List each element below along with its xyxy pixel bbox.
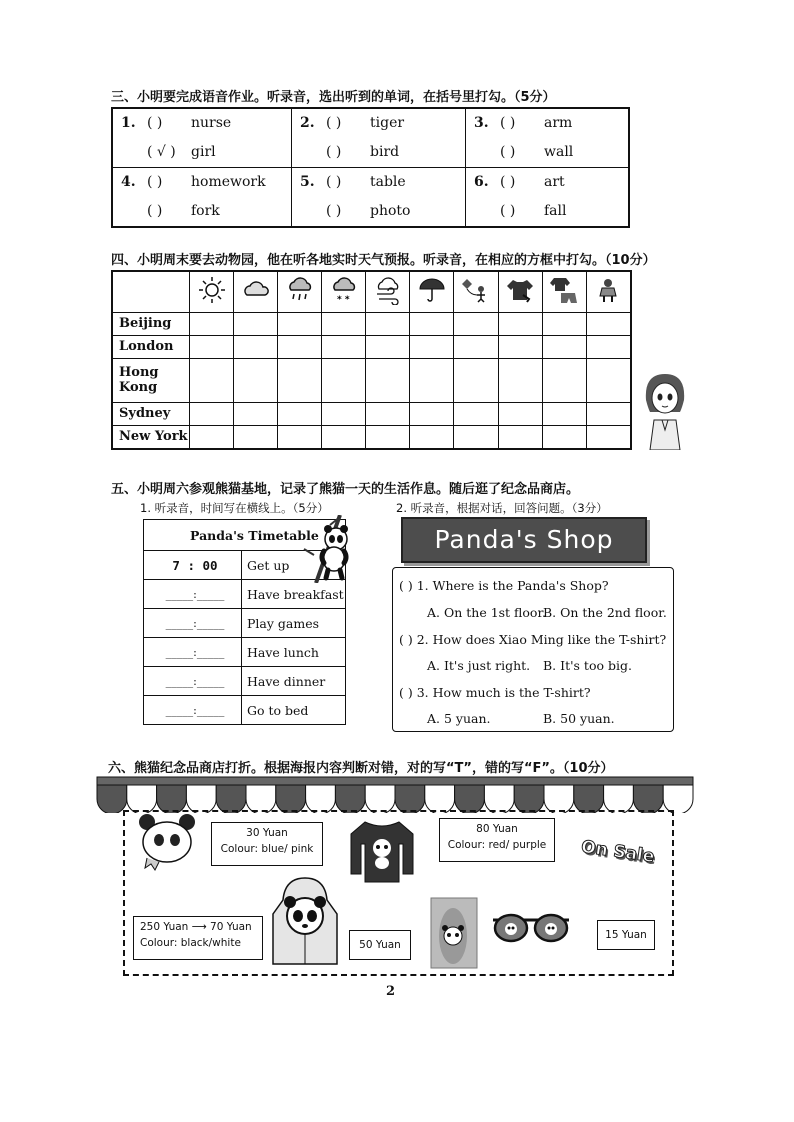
- answer-cell[interactable]: [190, 403, 234, 426]
- city-label: Beijing: [112, 313, 190, 336]
- windy-icon: [373, 275, 403, 305]
- answer-cell[interactable]: [366, 335, 410, 358]
- answer-cell[interactable]: [410, 403, 454, 426]
- snowy-icon: [329, 275, 359, 305]
- kite-icon: [461, 275, 491, 305]
- weather-head-cell: [366, 271, 410, 313]
- section5-sub1: 1. 听录音，时间写在横线上。（5分）: [140, 501, 329, 515]
- awning-stripe: [633, 785, 663, 813]
- question-3: ( ) 3. How much is the T-shirt?: [399, 685, 591, 700]
- answer-paren[interactable]: ( ): [326, 144, 342, 160]
- answer-cell[interactable]: [366, 425, 410, 449]
- slippers-price-tag: [349, 930, 411, 960]
- glasses-price: 15 Yuan: [605, 929, 647, 941]
- awning-stripe: [514, 785, 544, 813]
- weather-head-cell: [586, 271, 631, 313]
- time-input[interactable]: _____:_____: [144, 580, 242, 609]
- coat-icon: [505, 275, 535, 305]
- answer-paren[interactable]: ( ): [326, 174, 342, 190]
- answer-paren[interactable]: ( ): [147, 174, 163, 190]
- answer-cell[interactable]: [234, 358, 278, 402]
- phonics-cell-5: 5. ( ) table ( ) photo: [292, 168, 466, 228]
- panda-glasses-icon: [491, 910, 571, 946]
- answer-cell[interactable]: [498, 335, 542, 358]
- answer-cell[interactable]: [586, 403, 631, 426]
- shop-awning: [95, 775, 695, 813]
- awning-stripe: [335, 785, 365, 813]
- phonics-cell-6: 6. ( ) art ( ) fall: [466, 168, 630, 228]
- phonics-cell-3: 3. ( ) arm ( ) wall: [466, 108, 630, 168]
- answer-cell[interactable]: [586, 313, 631, 336]
- answer-cell[interactable]: [586, 335, 631, 358]
- awning-stripe: [127, 785, 157, 813]
- awning-stripe: [604, 785, 634, 813]
- awning-stripe: [276, 785, 306, 813]
- awning-stripe: [425, 785, 455, 813]
- time-input[interactable]: _____:_____: [144, 609, 242, 638]
- awning-stripe: [246, 785, 276, 813]
- panda-jacket-icon: [270, 876, 340, 970]
- awning-stripe: [544, 785, 574, 813]
- answer-cell[interactable]: [498, 313, 542, 336]
- page-number: 2: [386, 984, 396, 999]
- phonics-table: [111, 107, 630, 228]
- section5-title: 五、小明周六参观熊猫基地，记录了熊猫一天的生活作息。随后逛了纪念品商店。: [111, 482, 580, 497]
- awning-stripe: [157, 785, 187, 813]
- answer-cell[interactable]: [278, 425, 322, 449]
- activity-cell: Play games: [242, 609, 346, 638]
- awning-stripe: [216, 785, 246, 813]
- cloudy-icon: [241, 275, 271, 305]
- shop-banner-text: Panda's Shop: [434, 525, 614, 554]
- panda-slippers-icon: [429, 896, 479, 970]
- answer-paren[interactable]: ( ): [500, 144, 516, 160]
- answer-cell[interactable]: [234, 403, 278, 426]
- slippers-price: 50 Yuan: [359, 939, 401, 951]
- section5-sub2: 2. 听录音，根据对话，回答问题。（3分）: [396, 501, 608, 515]
- answer-cell[interactable]: [322, 403, 366, 426]
- phonics-cell-2: 2. ( ) tiger ( ) bird: [292, 108, 466, 168]
- answer-paren[interactable]: ( ): [326, 203, 342, 219]
- question-3-option-b[interactable]: B. 50 yuan.: [543, 711, 615, 726]
- answer-cell[interactable]: [278, 403, 322, 426]
- section6-title: 六、熊猫纪念品商店打折。根据海报内容判断对错，对的写“T”，错的写“F”。（10分）: [108, 761, 614, 776]
- section3-title: 三、小明要完成语音作业。听录音，选出听到的单词，在括号里打勾。（5分）: [111, 90, 556, 105]
- girl-illustration: [640, 370, 690, 450]
- answer-cell[interactable]: [410, 313, 454, 336]
- section4-title: 四、小明周末要去动物园，他在听各地实时天气预报。听录音，在相应的方框中打勾。（10分）: [111, 253, 656, 268]
- city-label: London: [112, 335, 190, 358]
- answer-paren[interactable]: ( ): [147, 203, 163, 219]
- weather-head-cell: [410, 271, 454, 313]
- answer-cell[interactable]: [542, 403, 586, 426]
- answer-paren[interactable]: ( ): [500, 174, 516, 190]
- question-2: ( ) 2. How does Xiao Ming like the T-shirt?: [399, 632, 667, 647]
- answer-cell[interactable]: [278, 335, 322, 358]
- shop-banner: [401, 517, 647, 563]
- umbrella-icon: [417, 275, 447, 305]
- sale-poster: [123, 810, 674, 976]
- svg-text:* *: * *: [336, 295, 350, 305]
- time-input[interactable]: _____:_____: [144, 667, 242, 696]
- sunny-icon: [197, 275, 227, 305]
- city-label: New York: [112, 425, 190, 449]
- weather-head-cell: [322, 271, 366, 313]
- sweater-colour: Colour: red/ purple: [447, 839, 547, 851]
- activity-cell: Go to bed: [242, 696, 346, 725]
- time-input[interactable]: _____:_____: [144, 638, 242, 667]
- answer-cell[interactable]: [410, 335, 454, 358]
- shorts-icon: [549, 275, 579, 305]
- jacket-price: 250 Yuan ⟶ 70 Yuan: [140, 921, 252, 933]
- awning-stripe: [663, 785, 693, 813]
- answer-cell[interactable]: [322, 358, 366, 402]
- answer-paren[interactable]: ( ): [500, 203, 516, 219]
- answer-cell[interactable]: [366, 403, 410, 426]
- answer-cell[interactable]: [322, 313, 366, 336]
- answer-cell[interactable]: [278, 313, 322, 336]
- timetable-title: Panda's Timetable: [144, 520, 346, 551]
- shop-questions-box: [392, 567, 674, 732]
- weather-head-cell: [498, 271, 542, 313]
- phonics-cell-4: 4. ( ) homework ( ) fork: [112, 168, 292, 228]
- jacket-price-tag: [133, 916, 263, 960]
- awning-stripe: [186, 785, 216, 813]
- answer-cell[interactable]: [234, 425, 278, 449]
- weather-head-cell: [454, 271, 498, 313]
- sweater-price: 80 Yuan: [476, 823, 518, 835]
- answer-cell[interactable]: [498, 425, 542, 449]
- answer-cell[interactable]: [410, 358, 454, 402]
- question-2-option-b[interactable]: B. It's too big.: [543, 658, 632, 673]
- answer-paren[interactable]: ( ): [147, 115, 163, 131]
- answer-cell[interactable]: [454, 313, 498, 336]
- question-1-option-b[interactable]: B. On the 2nd floor.: [543, 605, 667, 620]
- awning-stripe: [97, 785, 127, 813]
- question-1-option-a[interactable]: A. On the 1st floor.: [427, 605, 547, 620]
- answer-cell[interactable]: [542, 335, 586, 358]
- answer-cell[interactable]: [542, 425, 586, 449]
- answer-cell[interactable]: [498, 358, 542, 402]
- time-cell: 7 : 00: [144, 551, 242, 580]
- hat-price-tag: [211, 822, 323, 866]
- time-input[interactable]: _____:_____: [144, 696, 242, 725]
- answer-cell[interactable]: [366, 358, 410, 402]
- rainy-icon: [285, 275, 315, 305]
- panda-bamboo-icon: [300, 515, 360, 583]
- sweater-price-tag: [439, 818, 555, 862]
- corner-cell: [112, 271, 190, 313]
- weather-table: [111, 270, 632, 450]
- activity-cell: Have lunch: [242, 638, 346, 667]
- answer-paren[interactable]: ( ): [500, 115, 516, 131]
- awning-stripe: [574, 785, 604, 813]
- phonics-cell-1: 1. ( ) nurse ( √ ) girl: [112, 108, 292, 168]
- answer-cell[interactable]: [190, 358, 234, 402]
- answer-cell[interactable]: [454, 335, 498, 358]
- city-label: Hong Kong: [112, 358, 190, 402]
- answer-paren[interactable]: ( √ ): [147, 144, 176, 160]
- answer-cell[interactable]: [586, 358, 631, 402]
- answer-cell[interactable]: [322, 425, 366, 449]
- sweater-icon: [593, 275, 623, 305]
- answer-cell[interactable]: [322, 335, 366, 358]
- weather-head-cell: [542, 271, 586, 313]
- weather-head-cell: [190, 271, 234, 313]
- awning-stripe: [455, 785, 485, 813]
- glasses-price-tag: [597, 920, 655, 950]
- answer-cell[interactable]: [454, 403, 498, 426]
- awning-stripe: [306, 785, 336, 813]
- answer-cell[interactable]: [454, 425, 498, 449]
- answer-cell[interactable]: [234, 313, 278, 336]
- answer-cell[interactable]: [410, 425, 454, 449]
- city-label: Sydney: [112, 403, 190, 426]
- on-sale-label: On Sale: [579, 836, 656, 868]
- answer-cell[interactable]: [190, 335, 234, 358]
- answer-cell[interactable]: [190, 313, 234, 336]
- awning-stripe: [484, 785, 514, 813]
- panda-sweater-icon: [347, 816, 417, 884]
- jacket-colour: Colour: black/white: [140, 937, 241, 949]
- answer-cell[interactable]: [234, 335, 278, 358]
- hat-colour: Colour: blue/ pink: [220, 843, 314, 855]
- answer-cell[interactable]: [190, 425, 234, 449]
- question-2-option-a[interactable]: A. It's just right.: [427, 658, 531, 673]
- answer-cell[interactable]: [542, 358, 586, 402]
- answer-paren[interactable]: ( ): [326, 115, 342, 131]
- panda-hat-icon: [137, 812, 197, 872]
- question-3-option-a[interactable]: A. 5 yuan.: [427, 711, 491, 726]
- activity-cell: Have dinner: [242, 667, 346, 696]
- answer-cell[interactable]: [586, 425, 631, 449]
- answer-cell[interactable]: [454, 358, 498, 402]
- answer-cell[interactable]: [278, 358, 322, 402]
- activity-cell: Have breakfast: [242, 580, 346, 609]
- answer-cell[interactable]: [542, 313, 586, 336]
- hat-price: 30 Yuan: [246, 827, 288, 839]
- question-1: ( ) 1. Where is the Panda's Shop?: [399, 578, 609, 593]
- weather-head-cell: [234, 271, 278, 313]
- activity-cell: Get up: [242, 551, 346, 580]
- weather-head-cell: [278, 271, 322, 313]
- awning-stripe: [395, 785, 425, 813]
- awning-stripe: [365, 785, 395, 813]
- answer-cell[interactable]: [498, 403, 542, 426]
- answer-cell[interactable]: [366, 313, 410, 336]
